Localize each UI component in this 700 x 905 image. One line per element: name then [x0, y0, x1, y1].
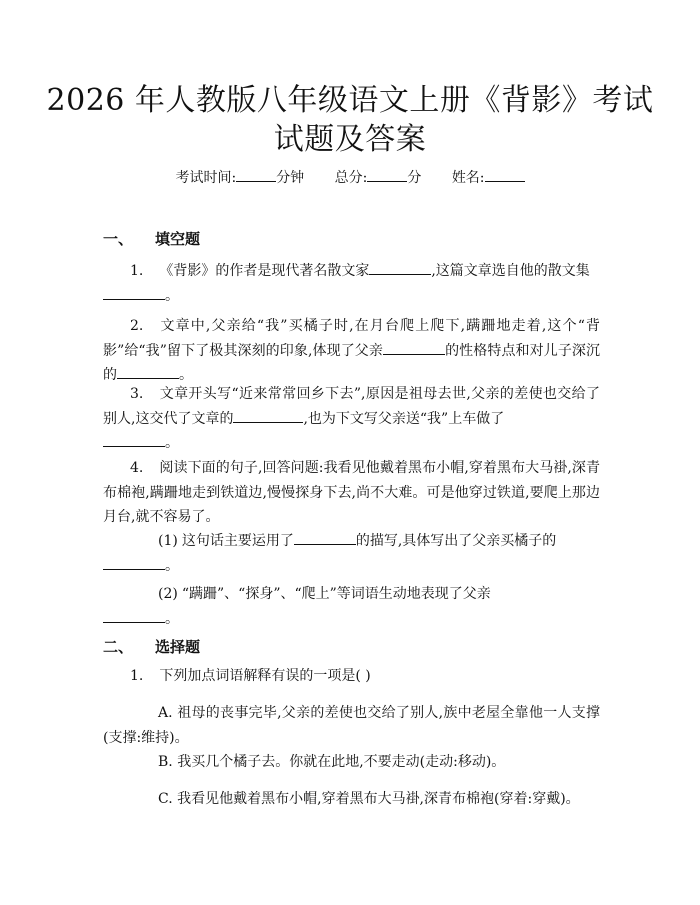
section-number: 二、 [103, 638, 134, 656]
answer-blank [117, 365, 179, 379]
time-blank [236, 168, 276, 182]
question-4-sub-2 [103, 582, 600, 631]
name-label: 姓名: [451, 170, 485, 186]
sub-question-number: (2) [158, 586, 178, 602]
question-text: 文章中,父亲给“我”买橘子时,在月台爬上爬下,蹒跚地走着,这个“背影”给“我”留下了极其深刻的印象,体现了父亲 [103, 318, 600, 359]
section-heading-fill-in [103, 229, 200, 249]
question-text: ,这篇文章选自他的散文集 [431, 263, 590, 279]
score-unit: 分 [407, 170, 422, 186]
name-blank [485, 168, 525, 182]
answer-blank [103, 609, 165, 623]
score-label: 总分: [334, 170, 368, 186]
time-label: 考试时间: [175, 170, 237, 186]
answer-blank [103, 286, 165, 300]
option-a [103, 701, 600, 750]
question-text: 下列加点词语解释有误的一项是( ) [159, 668, 371, 684]
exam-title-line2: 试题及答案 [273, 122, 427, 157]
question-number: 2. [130, 318, 144, 334]
time-unit: 分钟 [276, 170, 305, 186]
question-text: 。 [179, 367, 193, 383]
question-text: 。 [165, 287, 179, 304]
option-text: C. 我看见他戴着黑布小帽,穿着黑布大马褂,深青布棉袍(穿着:穿戴)。 [158, 791, 580, 807]
total-score-field [335, 170, 422, 186]
question-text: 阅读下面的句子,回答问题:我看见他戴着黑布小帽,穿着黑布大马褂,深青布棉袍,蹒跚地走到铁道边,慢慢探身下去,尚不大难。可是他穿过铁道,要爬上那边月台,就不容易了。 [103, 460, 600, 525]
question-4-sub-1 [103, 529, 600, 578]
question-number: 1. [130, 263, 144, 279]
sub-question-number: (1) [158, 533, 178, 549]
mc-question-1 [103, 664, 600, 689]
section-title: 选择题 [155, 638, 201, 656]
option-b [103, 750, 600, 775]
section-title: 填空题 [155, 230, 201, 248]
question-text: 的描写,具体写出了父亲买橘子的 [355, 533, 557, 549]
section-number: 一、 [103, 230, 134, 248]
question-text: ,也为下文写父亲送“我”上车做了 [303, 410, 505, 427]
question-text: 《背影》的作者是现代著名散文家 [159, 263, 370, 279]
answer-blank [383, 341, 445, 355]
question-1 [103, 259, 600, 308]
question-number: 1. [130, 668, 144, 684]
name-field [452, 170, 525, 186]
answer-blank [369, 261, 431, 275]
exam-info-line [0, 168, 700, 188]
exam-time-field [175, 170, 304, 186]
exam-title-line1: 2026 年人教版八年级语文上册《背影》考试 [46, 83, 654, 118]
answer-blank [294, 531, 356, 545]
question-number: 4. [130, 460, 144, 476]
section-heading-multiple-choice [103, 637, 200, 657]
answer-blank [233, 409, 303, 423]
option-text: A. 祖母的丧事完毕,父亲的差使也交给了别人,族中老屋全靠他一人支撑(支撑:维持)。 [103, 705, 600, 746]
question-text: 的性格特点和对儿子深沉的 [103, 342, 601, 383]
answer-blank [103, 556, 165, 570]
question-text: 。 [165, 610, 179, 627]
question-text: 。 [165, 435, 179, 451]
question-3 [103, 382, 600, 456]
option-c [103, 787, 600, 812]
answer-blank [103, 433, 165, 447]
question-text: 文章开头写“近来常常回乡下去”,原因是祖母去世,父亲的差使也交给了别人,这交代了文章的 [103, 386, 600, 427]
option-text: B. 我买几个橘子去。你就在此地,不要走动(走动:移动)。 [158, 754, 506, 770]
question-text: 。 [165, 557, 179, 574]
question-2 [103, 314, 600, 388]
question-4 [103, 456, 600, 530]
score-blank [367, 168, 407, 182]
question-text: 这句话主要运用了 [181, 533, 294, 549]
question-number: 3. [130, 386, 144, 402]
question-text: “蹒跚”、“探身”、“爬上”等词语生动地表现了父亲 [181, 586, 491, 602]
